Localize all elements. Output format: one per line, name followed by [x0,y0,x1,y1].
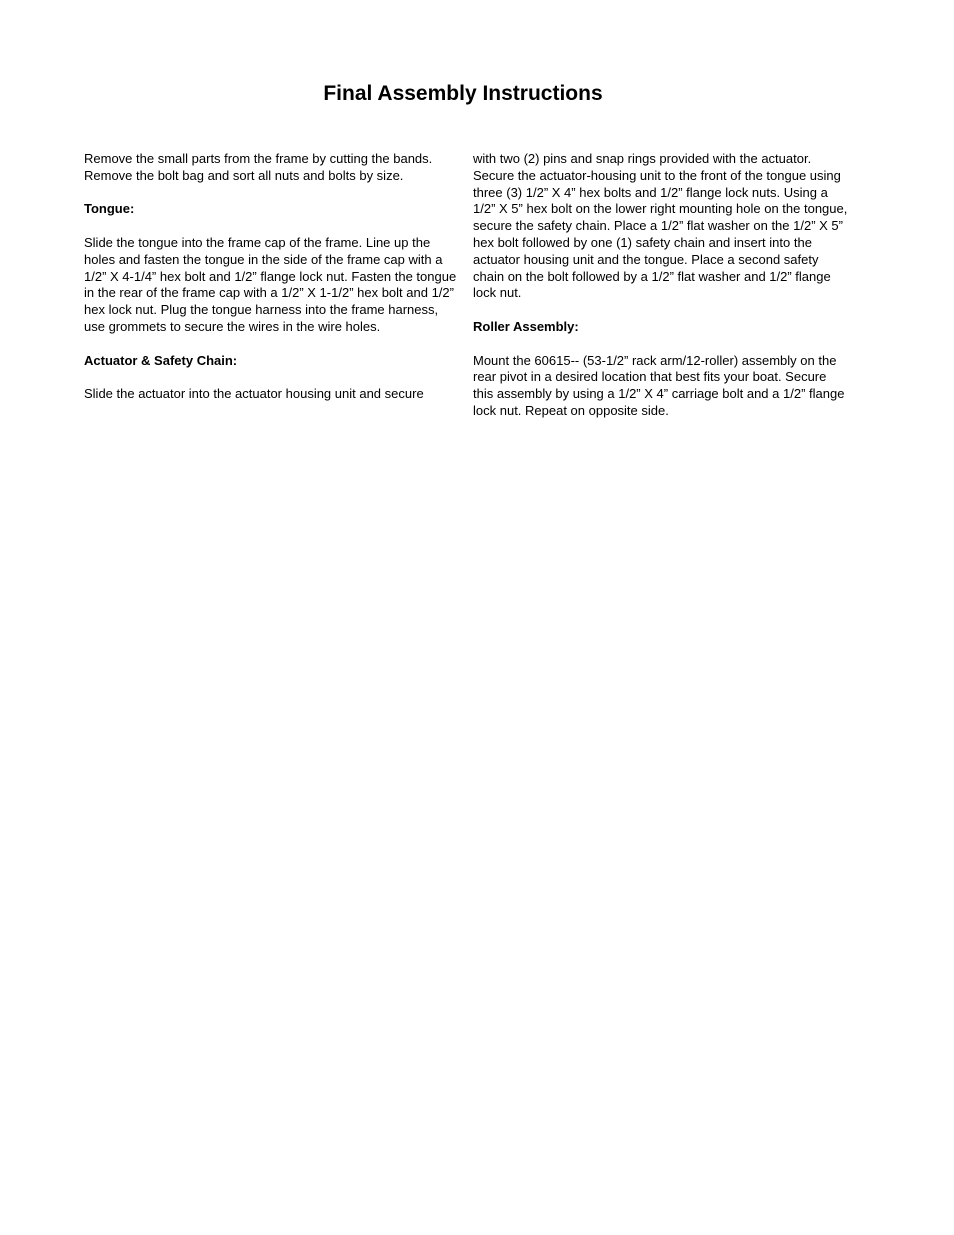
actuator-paragraph-continued: with two (2) pins and snap rings provided with the actuator. Secure the actuator-housing unit to the front of the tongue using three (3) 1/2” X 4” hex bolts and 1/2” flange lock nuts. Using a 1/2” X 5” hex bolt on the lower right mounting hole on the tongue, secure the safety chain. Place a 1/2” flat washer on the 1/2” X 5” hex bolt followed by one (1) safety chain and insert into the actuator housing unit and the tongue. Place a second safety chain on the bolt followed by a 1/2” flat washer and 1/2” flange lock nut. [473,151,848,301]
right-column [473,151,849,437]
tongue-paragraph: Slide the tongue into the frame cap of the frame. Line up the holes and fasten the tongue in the side of the frame cap with a 1/2” X 4-1/4” hex bolt and 1/2” flange lock nut. Fasten the tongue in the rear of the frame cap with a 1/2” X 1-1/2” hex bolt and 1/2” hex lock nut. Plug the tongue harness into the frame harness, use grommets to secure the wires in the wire holes. [84,234,457,334]
actuator-heading: Actuator & Safety Chain: [84,352,238,368]
intro-paragraph: Remove the small parts from the frame by cutting the bands. Remove the bolt bag and sort all nuts and bolts by size. [84,151,433,183]
tongue-heading: Tongue: [84,201,135,217]
left-column [84,151,460,403]
actuator-paragraph-start: Slide the actuator into the actuator housing unit and secure [84,386,424,402]
roller-heading: Roller Assembly: [473,318,579,334]
page-title: Final Assembly Instructions [323,82,603,105]
roller-paragraph: Mount the 60615-- (53-1/2” rack arm/12-roller) assembly on the rear pivot in a desired location that best fits your boat. Secure this assembly by using a 1/2” X 4” carriage bolt and a 1/2” flange lock nut. Repeat on opposite side. [473,352,845,418]
